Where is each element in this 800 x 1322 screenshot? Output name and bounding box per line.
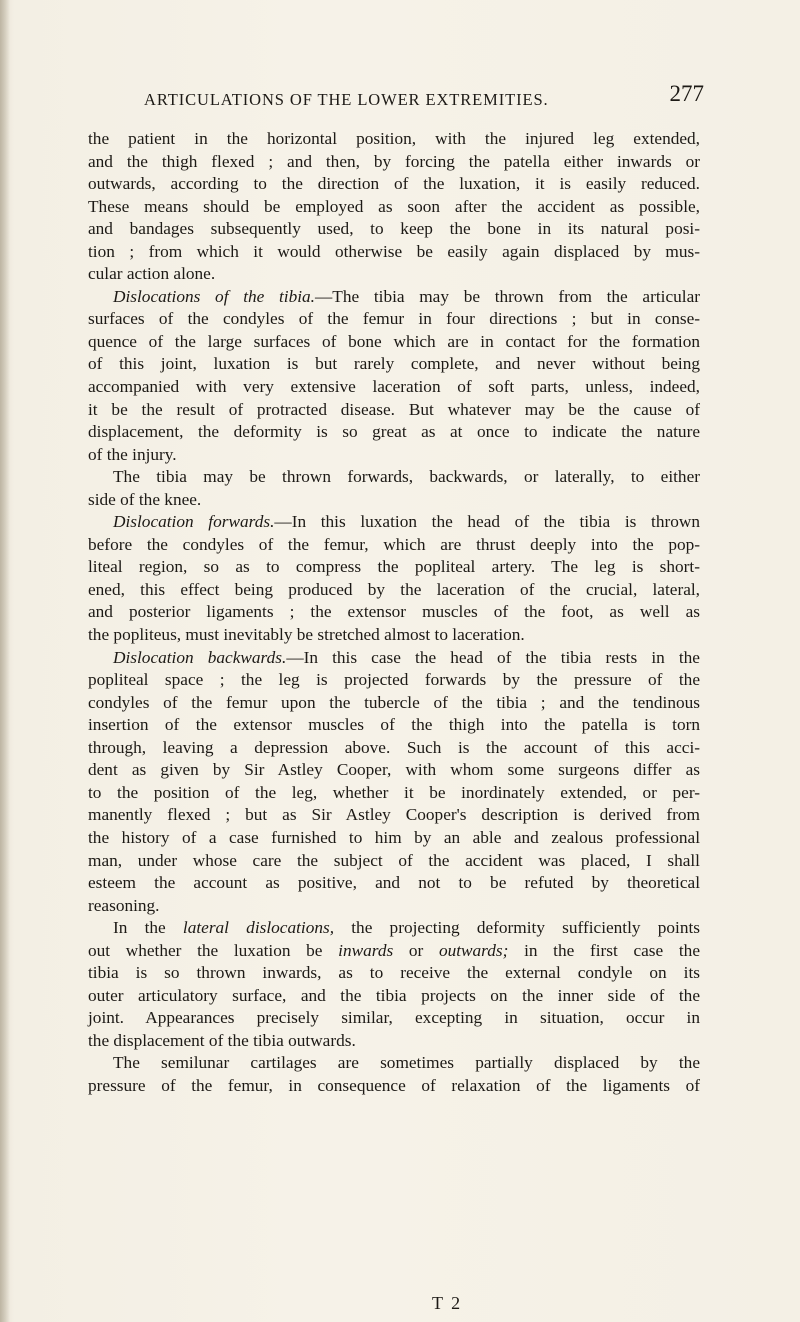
text-line: of this joint, luxation is but rarely complete, and never without being — [88, 354, 700, 374]
signature-mark: T 2 — [432, 1293, 463, 1313]
text-line: popliteal space ; the leg is projected forwards by the pressure of the — [88, 670, 700, 690]
section-heading: Dislocation forwards. — [113, 512, 275, 532]
text-line: man, under whose care the subject of the accident was placed, I shall — [88, 850, 700, 870]
text-line: The semilunar cartilages are sometimes partially displaced by the — [113, 1053, 700, 1073]
body-text — [88, 128, 700, 1098]
text-line: the displacement of the tibia outwards. — [88, 1030, 356, 1050]
text-line: outer articulatory surface, and the tibia projects on the inner side of the — [88, 985, 700, 1005]
text-line: In the lateral dislocations, the projecting deformity sufficiently points — [113, 918, 701, 938]
text-line: manently flexed ; but as Sir Astley Cooper's description is derived from — [88, 805, 700, 825]
text-line: insertion of the extensor muscles of the thigh into the patella is torn — [88, 715, 700, 735]
text-line: and posterior ligaments ; the extensor muscles of the foot, as well as — [88, 602, 700, 622]
text-line: tion ; from which it would otherwise be easily again displaced by mus- — [88, 241, 700, 261]
page-gutter-shadow — [0, 0, 10, 1322]
text-line: These means should be employed as soon after the accident as possible, — [88, 196, 700, 216]
section-heading: Dislocation backwards. — [113, 647, 287, 667]
text-line: through, leaving a depression above. Such is the account of this acci- — [88, 737, 700, 757]
text-line: it be the result of protracted disease. But whatever may be the cause of — [88, 399, 700, 419]
text-line: the patient in the horizontal position, with the injured leg extended, — [88, 129, 700, 148]
page-number: 277 — [669, 81, 704, 106]
text-line: ened, this effect being produced by the laceration of the crucial, lateral, — [88, 579, 700, 599]
emphasis-text: lateral dislocations, — [182, 918, 335, 938]
text-line: reasoning. — [88, 895, 160, 915]
text-line: esteem the account as positive, and not to be refuted by theoretical — [88, 873, 700, 893]
text-line: Dislocations of the tibia.—The tibia may be thrown from the articular — [113, 286, 700, 306]
text-line: displacement, the deformity is so great as at once to indicate the nature — [88, 422, 700, 442]
text-line: dent as given by Sir Astley Cooper, with whom some surgeons differ as — [88, 760, 700, 780]
text-line: The tibia may be thrown forwards, backwards, or laterally, to either — [113, 467, 700, 487]
text-line: quence of the large surfaces of bone which are in contact for the formation — [88, 331, 700, 351]
text-line: cular action alone. — [88, 264, 216, 284]
text-line: surfaces of the condyles of the femur in four directions ; but in conse- — [88, 309, 700, 329]
text-line: liteal region, so as to compress the popliteal artery. The leg is short- — [88, 557, 700, 577]
text-line: and the thigh flexed ; and then, by forcing the patella either inwards or — [88, 151, 700, 171]
text-line: out whether the luxation be inwards or outwards; in the first case the — [88, 940, 700, 960]
text-line: outwards, according to the direction of the luxation, it is easily reduced. — [88, 174, 700, 194]
emphasis-text: outwards; — [438, 940, 509, 960]
text-line: accompanied with very extensive laceration of soft parts, unless, indeed, — [88, 377, 700, 397]
text-line: and bandages subsequently used, to keep the bone in its natural posi- — [88, 219, 700, 239]
text-line: Dislocation forwards.—In this luxation the head of the tibia is thrown — [113, 512, 700, 532]
text-line: of the injury. — [88, 444, 177, 464]
text-line: condyles of the femur upon the tubercle of the tibia ; and the tendinous — [88, 692, 700, 712]
text-line: pressure of the femur, in consequence of relaxation of the ligaments of — [88, 1075, 700, 1095]
section-heading: Dislocations of the tibia. — [113, 286, 315, 306]
text-line: the history of a case furnished to him by an able and zealous professional — [88, 827, 700, 847]
text-line: joint. Appearances precisely similar, excepting in situation, occur in — [88, 1008, 700, 1028]
running-head — [144, 81, 704, 111]
text-line: to the position of the leg, whether it be inordinately extended, or per- — [88, 782, 700, 802]
text-line: the popliteus, must inevitably be stretched almost to laceration. — [88, 625, 525, 645]
text-line: Dislocation backwards.—In this case the head of the tibia rests in the — [113, 647, 700, 667]
text-line: before the condyles of the femur, which are thrust deeply into the pop- — [88, 534, 700, 554]
text-line: side of the knee. — [88, 489, 202, 509]
running-head-title: ARTICULATIONS OF THE LOWER EXTREMITIES. — [144, 90, 549, 109]
text-line: tibia is so thrown inwards, as to receive the external condyle on its — [88, 963, 700, 983]
emphasis-text: inwards — [338, 940, 394, 960]
